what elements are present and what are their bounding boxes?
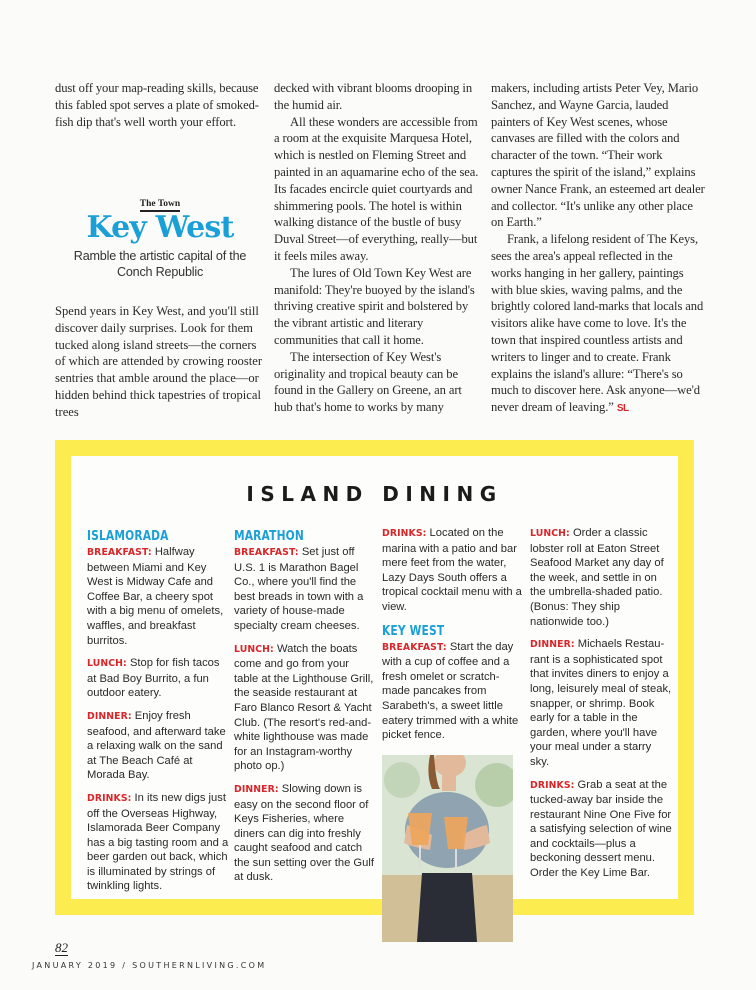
meal-entry: BREAKFAST: Set just off U.S. 1 is Marathon Bagel Co., where you'll find the best breads in town with a variety of house-made specialty cream cheeses.	[234, 546, 364, 632]
meal-label: DRINKS:	[87, 792, 132, 804]
article-subtitle: Ramble the artistic capital of the Conch Republic	[73, 249, 247, 279]
place-heading-key-west: KEY WEST	[382, 623, 445, 639]
dining-column-4	[530, 526, 672, 889]
meal-label: DINNER:	[234, 783, 279, 795]
meal-label: BREAKFAST:	[382, 641, 447, 653]
meal-label: DINNER:	[530, 639, 575, 651]
article-paragraph: Spend years in Key West, and you'll still discover daily surprises. Look for them tucked along island streets—the corners of which are attended by crowing rooster sentries that amble around the place—or hidden behind thick tapestries of tropical trees	[55, 304, 263, 419]
meal-label: LUNCH:	[530, 528, 570, 539]
page-number: 82	[55, 940, 68, 955]
meal-entry: LUNCH: Watch the boats come and go from your table at the Lighthouse Grill, the seaside restaurant at Faro Blanco Resort & Yacht Club. (The resort's red-and-white lighthouse was made for an Instagram-worthy photo op.)	[234, 642, 374, 773]
place-heading-marathon: MARATHON	[234, 529, 304, 544]
meal-label: DRINKS:	[530, 779, 575, 791]
meal-label: DINNER:	[87, 710, 132, 722]
meal-entry: DINNER: Enjoy fresh seafood, and afterward take a relaxing walk on the sand at The Beach Café at Morada Bay.	[87, 709, 226, 782]
meal-entry: DRINKS: In its new digs just off the Overseas Highway, Islamorada Beer Company has a big tasting room and a beer garden out back, which is illuminated by strings of twinkling lights.	[87, 791, 229, 893]
meal-label: BREAKFAST:	[87, 547, 152, 558]
article-paragraph: dust off your map-reading skills, because this fabled spot serves a plate of smoked-fish dip that's well worth your effort.	[55, 81, 259, 129]
photo-woman-with-cocktails	[382, 755, 513, 942]
article-paragraph: makers, including artists Peter Vey, Mario Sanchez, and Wayne Garcia, lauded painters of Key West scenes, whose canvases are filled with the colors and character of the town. “Their work captures the spirit of the island,” explains owner Nance Frank, an esteemed art dealer and collector. “It's unlike any other place on Earth.”	[491, 81, 705, 230]
island-dining-title: ISLAND DINING	[246, 482, 503, 506]
section-label: The Town	[55, 193, 265, 211]
dining-column-1	[87, 526, 229, 902]
meal-entry: DINNER: Slowing down is easy on the second floor of Keys Fisheries, where diners can dig into freshly caught seafood and catch the sun setting over the Gulf at dusk.	[234, 782, 374, 884]
meal-label: LUNCH:	[234, 643, 274, 655]
meal-label: BREAKFAST:	[234, 547, 299, 558]
article-paragraph: The intersection of Key West's originality and tropical beauty can be found in the Gallery on Greene, an art hub that's home to works by many	[274, 349, 462, 415]
article-column-2	[274, 80, 482, 416]
article-paragraph: The lures of Old Town Key West are manifold: They're buoyed by the island's thriving creative spirit and bolstered by the vibrant artistic and literary communities that call it home.	[274, 265, 475, 347]
issue-line: JANUARY 2019 / SOUTHERNLIVING.COM	[32, 961, 267, 970]
dining-column-2	[234, 526, 376, 893]
article-paragraph: All these wonders are accessible from a room at the exquisite Marquesa Hotel, which is nestled on Fleming Street and painted in an aquamarine echo of the sea. Its facades encircle quiet courtyards and shimmering pools. The hotel is within walking distance of the bustle of busy Duval Street—of everything, really—but it feels miles away.	[274, 114, 479, 263]
meal-entry: LUNCH: Order a classic lobster roll at Eaton Street Seafood Market any day of the week, and settle in on the umbrella-shaded patio. (Bonus: They ship nationwide too.)	[530, 527, 664, 628]
article-column-3	[491, 80, 705, 418]
dining-column-3	[382, 526, 524, 751]
place-heading-islamorada: ISLAMORADA	[87, 529, 169, 544]
article-column-1	[55, 80, 265, 130]
photo-illustration	[382, 755, 513, 942]
meal-entry: BREAKFAST: Halfway between Miami and Key West is Midway Cafe and Coffee Bar, a cheery spot with a big menu of omelets, waffles, and breakfast burritos.	[87, 546, 224, 647]
article-intro	[55, 303, 265, 421]
meal-entry: LUNCH: Stop for fish tacos at Bad Boy Burrito, a fun outdoor eatery.	[87, 657, 220, 700]
end-mark: SL	[616, 403, 629, 415]
meal-entry: DINNER: Michaels Restau-rant is a sophisticated spot that invites diners to enjoy a long, leisurely meal of steak, snapper, or shrimp. Book early for a table in the garden, where you'll have your meal under a starry sky.	[530, 638, 672, 768]
meal-label: DRINKS:	[382, 528, 427, 539]
article-title: Key West	[86, 210, 234, 245]
meal-entry: DRINKS: Located on the marina with a patio and bar mere feet from the water, Lazy Days South offers a tropical cocktail menu with a view.	[382, 527, 522, 613]
article-paragraph: Frank, a lifelong resident of The Keys, sees the area's appeal reflected in the works hanging in her gallery, paintings with blue skies, waving palms, and the brightly colored land-marks that locals and visitors alike have come to love. It's the town that inspired countless artists and writers to linger and to create. Frank explains the island's allure: “There's so much to discover here. Ask anyone—we'd never dream of leaving.” SL	[491, 232, 704, 415]
meal-entry: BREAKFAST: Start the day with a cup of coffee and a fresh omelet or scratch-made pancakes from Sarabeth's, a sweet little eatery trimmed with a white picket fence.	[382, 640, 519, 742]
article-paragraph: decked with vibrant blooms drooping in the humid air.	[274, 81, 473, 112]
meal-entry: DRINKS: Grab a seat at the tucked-away bar inside the restaurant Nine One Five for a satisfying selection of wine and cocktails—plus a beckoning dessert menu. Order the Key Lime Bar.	[530, 778, 672, 880]
meal-label: LUNCH:	[87, 658, 127, 670]
